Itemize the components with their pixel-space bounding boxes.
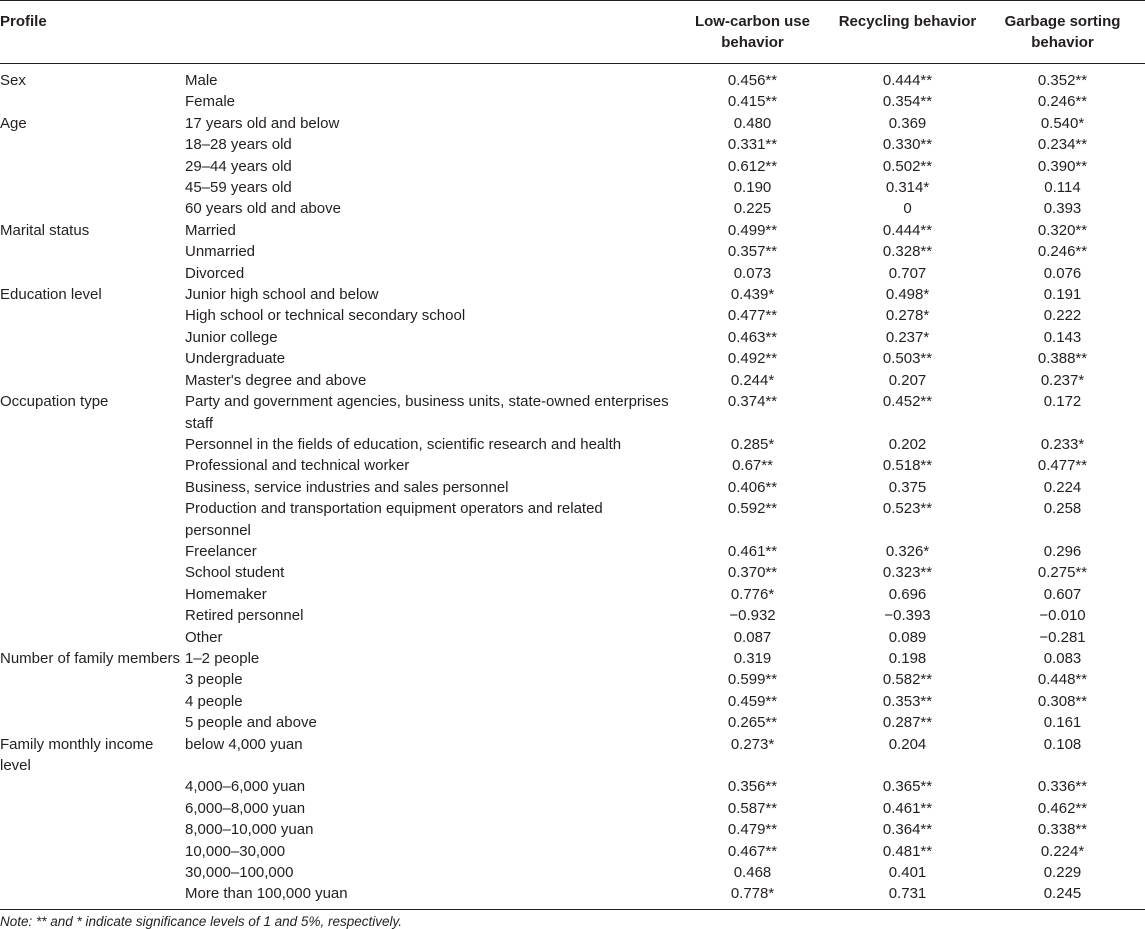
table-row xyxy=(0,605,1145,626)
table-row xyxy=(0,669,1145,690)
low-carbon-value: 0.439* xyxy=(730,286,775,304)
row-category-label: Production and transportation equipment operators and related personnel xyxy=(185,500,603,539)
table-row xyxy=(0,691,1145,712)
row-group-label xyxy=(0,455,185,476)
garbage-sorting-value: 0.275** xyxy=(1037,564,1088,582)
table-row xyxy=(0,584,1145,605)
row-category-label: 10,000–30,000 xyxy=(185,842,286,860)
row-group-label xyxy=(0,541,185,562)
table-row xyxy=(0,434,1145,455)
recycling-value: 0.375 xyxy=(888,478,927,496)
recycling-value: 0.207 xyxy=(888,371,927,389)
row-group-label xyxy=(0,584,185,605)
row-group-label xyxy=(0,862,185,883)
row-group-label xyxy=(0,691,185,712)
table-row xyxy=(0,562,1145,583)
table-row xyxy=(0,819,1145,840)
garbage-sorting-value: 0.076 xyxy=(1043,264,1082,282)
row-group-label: Family monthly income level xyxy=(0,735,154,774)
low-carbon-value: 0.612** xyxy=(727,157,778,175)
row-category-label: Personnel in the fields of education, scientific research and health xyxy=(185,435,622,453)
low-carbon-value: 0.461** xyxy=(727,542,778,560)
recycling-value: 0.481** xyxy=(882,842,933,860)
row-group-label xyxy=(0,241,185,262)
low-carbon-value: 0.265** xyxy=(727,714,778,732)
row-category-label: Retired personnel xyxy=(185,607,304,625)
recycling-value: 0.696 xyxy=(888,585,927,603)
row-category-label: 45–59 years old xyxy=(185,179,292,197)
table-row xyxy=(0,134,1145,155)
recycling-value: −0.393 xyxy=(884,607,931,625)
garbage-sorting-value: 0.246** xyxy=(1037,243,1088,261)
garbage-sorting-value: 0.258 xyxy=(1043,500,1082,518)
recycling-value: 0.198 xyxy=(888,649,927,667)
recycling-value: 0.287** xyxy=(882,714,933,732)
table-row xyxy=(0,776,1145,797)
garbage-sorting-value: 0.296 xyxy=(1043,542,1082,560)
header-garbage-sorting: Garbage sorting behavior xyxy=(1004,13,1121,51)
garbage-sorting-value: 0.388** xyxy=(1037,350,1088,368)
row-group-label xyxy=(0,841,185,862)
recycling-value: 0 xyxy=(903,200,912,218)
row-category-label: Homemaker xyxy=(185,585,267,603)
row-group-label xyxy=(0,370,185,391)
row-group-label xyxy=(0,819,185,840)
row-category-label: Junior high school and below xyxy=(185,286,379,304)
table-row xyxy=(0,883,1145,909)
garbage-sorting-value: 0.477** xyxy=(1037,457,1088,475)
recycling-value: 0.444** xyxy=(882,221,933,239)
table-row xyxy=(0,241,1145,262)
garbage-sorting-value: 0.245 xyxy=(1043,885,1082,903)
low-carbon-value: 0.67** xyxy=(732,457,773,475)
garbage-sorting-value: 0.108 xyxy=(1043,735,1082,753)
table-body xyxy=(0,64,1145,910)
low-carbon-value: 0.776* xyxy=(730,585,775,603)
garbage-sorting-value: 0.114 xyxy=(1044,179,1081,197)
table-row xyxy=(0,391,1145,434)
row-group-label xyxy=(0,605,185,626)
row-category-label: Master's degree and above xyxy=(185,371,367,389)
low-carbon-value: 0.477** xyxy=(727,307,778,325)
table-row xyxy=(0,220,1145,241)
table-row xyxy=(0,327,1145,348)
recycling-value: 0.204 xyxy=(888,735,927,753)
header-recycling: Recycling behavior xyxy=(838,13,977,30)
low-carbon-value: 0.285* xyxy=(730,435,775,453)
recycling-value: 0.354** xyxy=(882,93,933,111)
garbage-sorting-value: 0.393 xyxy=(1043,200,1082,218)
garbage-sorting-value: 0.336** xyxy=(1037,778,1088,796)
header-profile: Profile xyxy=(0,13,47,30)
low-carbon-value: 0.273* xyxy=(730,735,775,753)
row-category-label: 18–28 years old xyxy=(185,136,292,154)
recycling-value: 0.452** xyxy=(882,393,933,411)
row-category-label: Junior college xyxy=(185,328,278,346)
low-carbon-value: 0.370** xyxy=(727,564,778,582)
table-row xyxy=(0,627,1145,648)
table-row xyxy=(0,477,1145,498)
recycling-value: 0.328** xyxy=(882,243,933,261)
row-group-label xyxy=(0,434,185,455)
table-row xyxy=(0,798,1145,819)
recycling-value: 0.278* xyxy=(885,307,930,325)
low-carbon-value: 0.356** xyxy=(727,778,778,796)
recycling-value: 0.731 xyxy=(888,885,927,903)
row-group-label xyxy=(0,177,185,198)
recycling-value: 0.444** xyxy=(882,72,933,89)
row-group-label xyxy=(0,562,185,583)
low-carbon-value: 0.073 xyxy=(733,264,772,282)
low-carbon-value: 0.244* xyxy=(730,371,775,389)
row-category-label: Divorced xyxy=(185,264,245,282)
recycling-value: 0.089 xyxy=(888,628,927,646)
garbage-sorting-value: −0.010 xyxy=(1039,607,1086,625)
table-row xyxy=(0,348,1145,369)
table-row xyxy=(0,455,1145,476)
low-carbon-value: 0.499** xyxy=(727,221,778,239)
row-category-label: Male xyxy=(185,72,218,89)
recycling-value: 0.323** xyxy=(882,564,933,582)
table-row xyxy=(0,370,1145,391)
garbage-sorting-value: 0.191 xyxy=(1043,286,1082,304)
row-category-label: Party and government agencies, business units, state-owned enterprises staff xyxy=(185,393,669,432)
recycling-value: 0.369 xyxy=(888,114,927,132)
table-row xyxy=(0,648,1145,669)
table-note: Note: ** and * indicate significance levels of 1 and 5%, respectively. xyxy=(0,913,402,929)
low-carbon-value: 0.415** xyxy=(727,93,778,111)
low-carbon-value: 0.778* xyxy=(730,885,775,903)
row-category-label: 30,000–100,000 xyxy=(185,864,294,882)
row-category-label: Business, service industries and sales personnel xyxy=(185,478,509,496)
row-group-label: Age xyxy=(0,114,27,132)
row-group-label xyxy=(0,348,185,369)
row-category-label: Professional and technical worker xyxy=(185,457,410,475)
row-category-label: 4 people xyxy=(185,692,243,710)
low-carbon-value: 0.374** xyxy=(727,393,778,411)
low-carbon-value: 0.459** xyxy=(727,692,778,710)
row-group-label: Occupation type xyxy=(0,393,109,411)
row-category-label: 3 people xyxy=(185,671,243,689)
table-row xyxy=(0,862,1145,883)
row-category-label: 8,000–10,000 yuan xyxy=(185,821,314,839)
table-row xyxy=(0,263,1145,284)
garbage-sorting-value: 0.540* xyxy=(1040,114,1085,132)
recycling-value: 0.365** xyxy=(882,778,933,796)
table-row xyxy=(0,177,1145,198)
row-group-label xyxy=(0,134,185,155)
row-category-label: High school or technical secondary school xyxy=(185,307,466,325)
garbage-sorting-value: 0.338** xyxy=(1037,821,1088,839)
low-carbon-value: 0.492** xyxy=(727,350,778,368)
row-category-label: Freelancer xyxy=(185,542,257,560)
table-row xyxy=(0,841,1145,862)
table-row xyxy=(0,305,1145,326)
garbage-sorting-value: −0.281 xyxy=(1039,628,1086,646)
row-group-label xyxy=(0,156,185,177)
row-group-label xyxy=(0,305,185,326)
garbage-sorting-value: 0.161 xyxy=(1043,714,1082,732)
low-carbon-value: 0.479** xyxy=(727,821,778,839)
recycling-value: 0.502** xyxy=(882,157,933,175)
recycling-value: 0.202 xyxy=(888,435,927,453)
low-carbon-value: 0.587** xyxy=(727,799,778,817)
table-row xyxy=(0,156,1145,177)
table-row xyxy=(0,91,1145,112)
row-group-label xyxy=(0,712,185,733)
row-group-label: Number of family members xyxy=(0,649,181,667)
table-row xyxy=(0,541,1145,562)
low-carbon-value: 0.456** xyxy=(727,72,778,89)
low-carbon-value: 0.480 xyxy=(733,114,772,132)
garbage-sorting-value: 0.224* xyxy=(1040,842,1085,860)
low-carbon-value: 0.406** xyxy=(727,478,778,496)
row-group-label xyxy=(0,477,185,498)
recycling-value: 0.707 xyxy=(888,264,927,282)
garbage-sorting-value: 0.308** xyxy=(1037,692,1088,710)
garbage-sorting-value: 0.229 xyxy=(1043,864,1082,882)
row-group-label xyxy=(0,669,185,690)
low-carbon-value: 0.463** xyxy=(727,328,778,346)
low-carbon-value: −0.932 xyxy=(729,607,776,625)
garbage-sorting-value: 0.083 xyxy=(1043,649,1082,667)
garbage-sorting-value: 0.320** xyxy=(1037,221,1088,239)
garbage-sorting-value: 0.233* xyxy=(1040,435,1085,453)
row-group-label: Education level xyxy=(0,286,102,304)
garbage-sorting-value: 0.607 xyxy=(1043,585,1082,603)
low-carbon-value: 0.599** xyxy=(727,671,778,689)
recycling-value: 0.518** xyxy=(882,457,933,475)
recycling-value: 0.364** xyxy=(882,821,933,839)
table-row xyxy=(0,712,1145,733)
row-category-label: 29–44 years old xyxy=(185,157,292,175)
row-group-label xyxy=(0,798,185,819)
garbage-sorting-value: 0.352** xyxy=(1037,72,1088,89)
recycling-value: 0.498* xyxy=(885,286,930,304)
garbage-sorting-value: 0.222 xyxy=(1043,307,1082,325)
low-carbon-value: 0.592** xyxy=(727,500,778,518)
garbage-sorting-value: 0.224 xyxy=(1043,478,1082,496)
row-group-label xyxy=(0,883,185,909)
garbage-sorting-value: 0.448** xyxy=(1037,671,1088,689)
garbage-sorting-value: 0.390** xyxy=(1037,157,1088,175)
row-group-label xyxy=(0,327,185,348)
garbage-sorting-value: 0.143 xyxy=(1043,328,1082,346)
recycling-value: 0.401 xyxy=(888,864,927,882)
low-carbon-value: 0.467** xyxy=(727,842,778,860)
garbage-sorting-value: 0.462** xyxy=(1037,799,1088,817)
row-category-label: 60 years old and above xyxy=(185,200,341,218)
header-low-carbon: Low-carbon use behavior xyxy=(694,13,810,51)
row-category-label: 4,000–6,000 yuan xyxy=(185,778,306,796)
table-row xyxy=(0,113,1145,134)
recycling-value: 0.326* xyxy=(885,542,930,560)
low-carbon-value: 0.357** xyxy=(727,243,778,261)
low-carbon-value: 0.319 xyxy=(733,649,772,667)
row-group-label xyxy=(0,498,185,541)
row-category-label: 17 years old and below xyxy=(185,114,340,132)
row-group-label xyxy=(0,776,185,797)
row-category-label: School student xyxy=(185,564,285,582)
low-carbon-value: 0.087 xyxy=(733,628,772,646)
low-carbon-value: 0.190 xyxy=(733,179,772,197)
row-group-label xyxy=(0,263,185,284)
recycling-value: 0.330** xyxy=(882,136,933,154)
row-category-label: More than 100,000 yuan xyxy=(185,885,348,903)
row-group-label xyxy=(0,91,185,112)
row-category-label: 6,000–8,000 yuan xyxy=(185,799,306,817)
row-category-label: Female xyxy=(185,93,236,111)
garbage-sorting-value: 0.246** xyxy=(1037,93,1088,111)
row-category-label: Unmarried xyxy=(185,243,256,261)
garbage-sorting-value: 0.172 xyxy=(1043,393,1082,411)
table-row xyxy=(0,198,1145,219)
row-group-label: Sex xyxy=(0,72,26,89)
row-category-label: below 4,000 yuan xyxy=(185,735,303,753)
recycling-value: 0.503** xyxy=(882,350,933,368)
recycling-value: 0.461** xyxy=(882,799,933,817)
row-category-label: 1–2 people xyxy=(185,649,260,667)
recycling-value: 0.582** xyxy=(882,671,933,689)
row-category-label: 5 people and above xyxy=(185,714,317,732)
recycling-value: 0.237* xyxy=(885,328,930,346)
garbage-sorting-value: 0.237* xyxy=(1040,371,1085,389)
table-header-row xyxy=(0,1,1145,64)
low-carbon-value: 0.225 xyxy=(733,200,772,218)
recycling-value: 0.314* xyxy=(885,179,930,197)
low-carbon-value: 0.468 xyxy=(733,864,772,882)
recycling-value: 0.523** xyxy=(882,500,933,518)
table-row xyxy=(0,64,1145,92)
row-category-label: Married xyxy=(185,221,236,239)
row-category-label: Undergraduate xyxy=(185,350,286,368)
row-category-label: Other xyxy=(185,628,223,646)
recycling-value: 0.353** xyxy=(882,692,933,710)
low-carbon-value: 0.331** xyxy=(727,136,778,154)
row-group-label: Marital status xyxy=(0,221,90,239)
row-group-label xyxy=(0,198,185,219)
table-row xyxy=(0,284,1145,305)
table-row xyxy=(0,498,1145,541)
row-group-label xyxy=(0,627,185,648)
table-row xyxy=(0,734,1145,777)
garbage-sorting-value: 0.234** xyxy=(1037,136,1088,154)
